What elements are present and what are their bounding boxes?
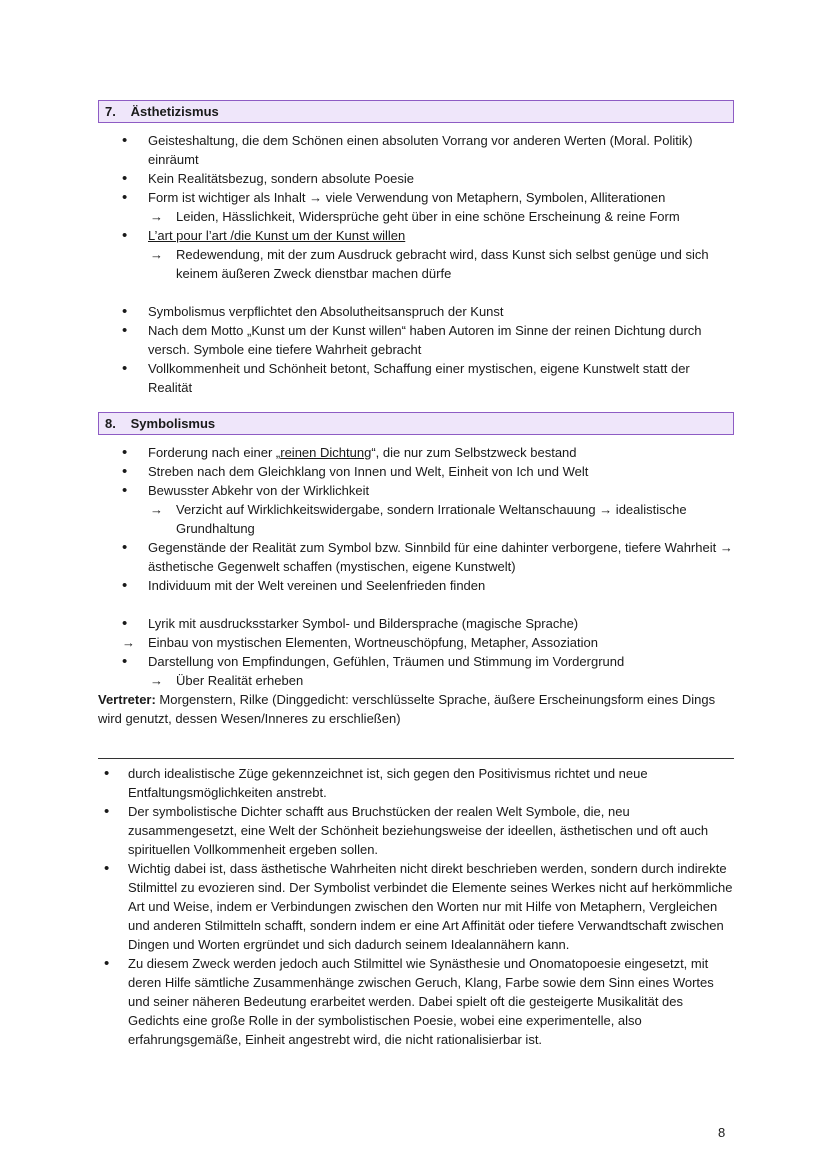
list-item: • Forderung nach einer „reinen Dichtung“, die nur zum Selbstzweck bestand	[98, 443, 734, 462]
arrow-icon: →	[150, 209, 163, 224]
list-item: • Gegenstände der Realität zum Symbol bzw. Sinnbild für eine dahinter verborgene, tiefere Wahrheit → ästhetische Gegenwelt schaffen (mystischen, eigene Kunstwelt)	[98, 538, 734, 576]
arrow-subpoint	[98, 500, 734, 538]
section-8-heading	[98, 412, 734, 435]
list-item: • Form ist wichtiger als Inhalt → viele Verwendung von Metaphern, Symbolen, Alliterationen	[98, 188, 734, 207]
vertreter-paragraph	[98, 690, 734, 728]
list-item: • Lyrik mit ausdrucksstarker Symbol- und Bildersprache (magische Sprache)	[98, 614, 734, 633]
section-8-list	[98, 443, 734, 500]
section-7-number: 7.	[105, 104, 116, 119]
list-item: • Nach dem Motto „Kunst um der Kunst willen“ haben Autoren im Sinne der reinen Dichtung durch versch. Symbole eine tiefere Wahrheit gebracht	[98, 321, 734, 359]
arrow-icon: →	[150, 502, 163, 517]
arrow-line	[98, 633, 734, 652]
arrow-icon: →	[150, 247, 163, 262]
section-7-title: Ästhetizismus	[130, 104, 219, 119]
list-item	[98, 226, 734, 245]
arrow-subpoint	[98, 245, 734, 283]
list-item: • Kein Realitätsbezug, sondern absolute Poesie	[98, 169, 734, 188]
list-item: • durch idealistische Züge gekennzeichnet ist, sich gegen den Positivismus richtet und neue Entfaltungsmöglichkeiten anstrebt.	[98, 764, 734, 802]
subpoint-text: Über Realität erheben	[176, 673, 304, 688]
subpoint-text: Leiden, Hässlichkeit, Widersprüche geht über in eine schöne Erscheinung & reine Form	[176, 209, 680, 224]
section-7-list	[98, 131, 734, 207]
arrow-icon: →	[150, 673, 163, 688]
main-content	[98, 100, 734, 728]
list-item: • Geisteshaltung, die dem Schönen einen absoluten Vorrang vor anderen Werten (Moral. Politik) einräumt	[98, 131, 734, 169]
list-item: • Bewusster Abkehr von der Wirklichkeit	[98, 481, 734, 500]
section-7-heading	[98, 100, 734, 123]
reine-dichtung-phrase: reinen Dichtung	[280, 445, 372, 460]
section-8-number: 8.	[105, 416, 116, 431]
lower-notes	[98, 764, 734, 1049]
section-7-list-lart	[98, 226, 734, 245]
section-7-list-2	[98, 302, 734, 397]
arrow-icon: →	[122, 635, 135, 650]
lart-phrase: L’art pour l’art /die Kunst um der Kunst willen	[148, 228, 406, 243]
vertreter-text: Morgenstern, Rilke (Dinggedicht: verschlüsselte Sprache, äußere Erscheinungsform eines Dings wird genutzt, dessen Wesen/Inneres zu erschließen)	[98, 692, 716, 726]
arrow-line-text: Einbau von mystischen Elementen, Wortneuschöpfung, Metapher, Assoziation	[148, 635, 598, 650]
section-8-list-b	[98, 538, 734, 595]
section-8-title: Symbolismus	[130, 416, 216, 431]
lower-list	[98, 764, 734, 1049]
arrow-subpoint	[98, 671, 734, 690]
list-item: • Der symbolistische Dichter schafft aus Bruchstücken der realen Welt Symbole, die, neu zusammengesetzt, eine Welt der Schönheit beziehungsweise der ideellen, ästhetischen und oft auch spirituellen Vollkommenheit ergeben sollen.	[98, 802, 734, 859]
divider	[98, 758, 734, 759]
section-8-list-d	[98, 652, 734, 671]
list-item: • Zu diesem Zweck werden jedoch auch Stilmittel wie Synästhesie und Onomatopoesie eingesetzt, mit deren Hilfe sämtliche Zusammenhänge zwischen Geruch, Klang, Farbe sowie dem Sinn eines Wortes und seiner näheren Bedeutung erarbeitet werden. Dabei spielt oft die gesteigerte Musikalität des Gedichts eine große Rolle in der symbolistischen Poesie, wobei eine experimentelle, also erfahrungsgemäße, Einheit angestrebt wird, die nicht rationalisierbar ist.	[98, 954, 734, 1049]
list-item: • Streben nach dem Gleichklang von Innen und Welt, Einheit von Ich und Welt	[98, 462, 734, 481]
arrow-subpoint	[98, 207, 734, 226]
subpoint-text: Verzicht auf Wirklichkeitswidergabe, sondern Irrationale Weltanschauung → idealistische Grundhaltung	[176, 502, 687, 536]
list-item: • Darstellung von Empfindungen, Gefühlen, Träumen und Stimmung im Vordergrund	[98, 652, 734, 671]
list-item: • Wichtig dabei ist, dass ästhetische Wahrheiten nicht direkt beschrieben werden, sondern durch indirekte Stilmittel zu evozieren sind. Der Symbolist verbindet die Elemente seines Werkes nicht auf herkömmliche Art und Weise, indem er Verbindungen zwischen den Worten nur mit Hilfe von Metaphern, Vergleichen und anderen Stilmitteln schafft, sondern indem er eine Art Affinität oder tiefere Verwandtschaft zwischen Dingen und Worten ergründet und sich dadurch seinem Idealannähern kann.	[98, 859, 734, 954]
section-8-list-c	[98, 614, 734, 633]
subpoint-text: Redewendung, mit der zum Ausdruck gebracht wird, dass Kunst sich selbst genüge und sich keinem äußeren Zweck dienstbar machen dürfe	[176, 247, 709, 281]
list-item: • Vollkommenheit und Schönheit betont, Schaffung einer mystischen, eigene Kunstwelt statt der Realität	[98, 359, 734, 397]
vertreter-label: Vertreter:	[98, 692, 156, 707]
list-item: • Symbolismus verpflichtet den Absolutheitsanspruch der Kunst	[98, 302, 734, 321]
list-item: • Individuum mit der Welt vereinen und Seelenfrieden finden	[98, 576, 734, 595]
page-number: 8	[718, 1125, 726, 1140]
